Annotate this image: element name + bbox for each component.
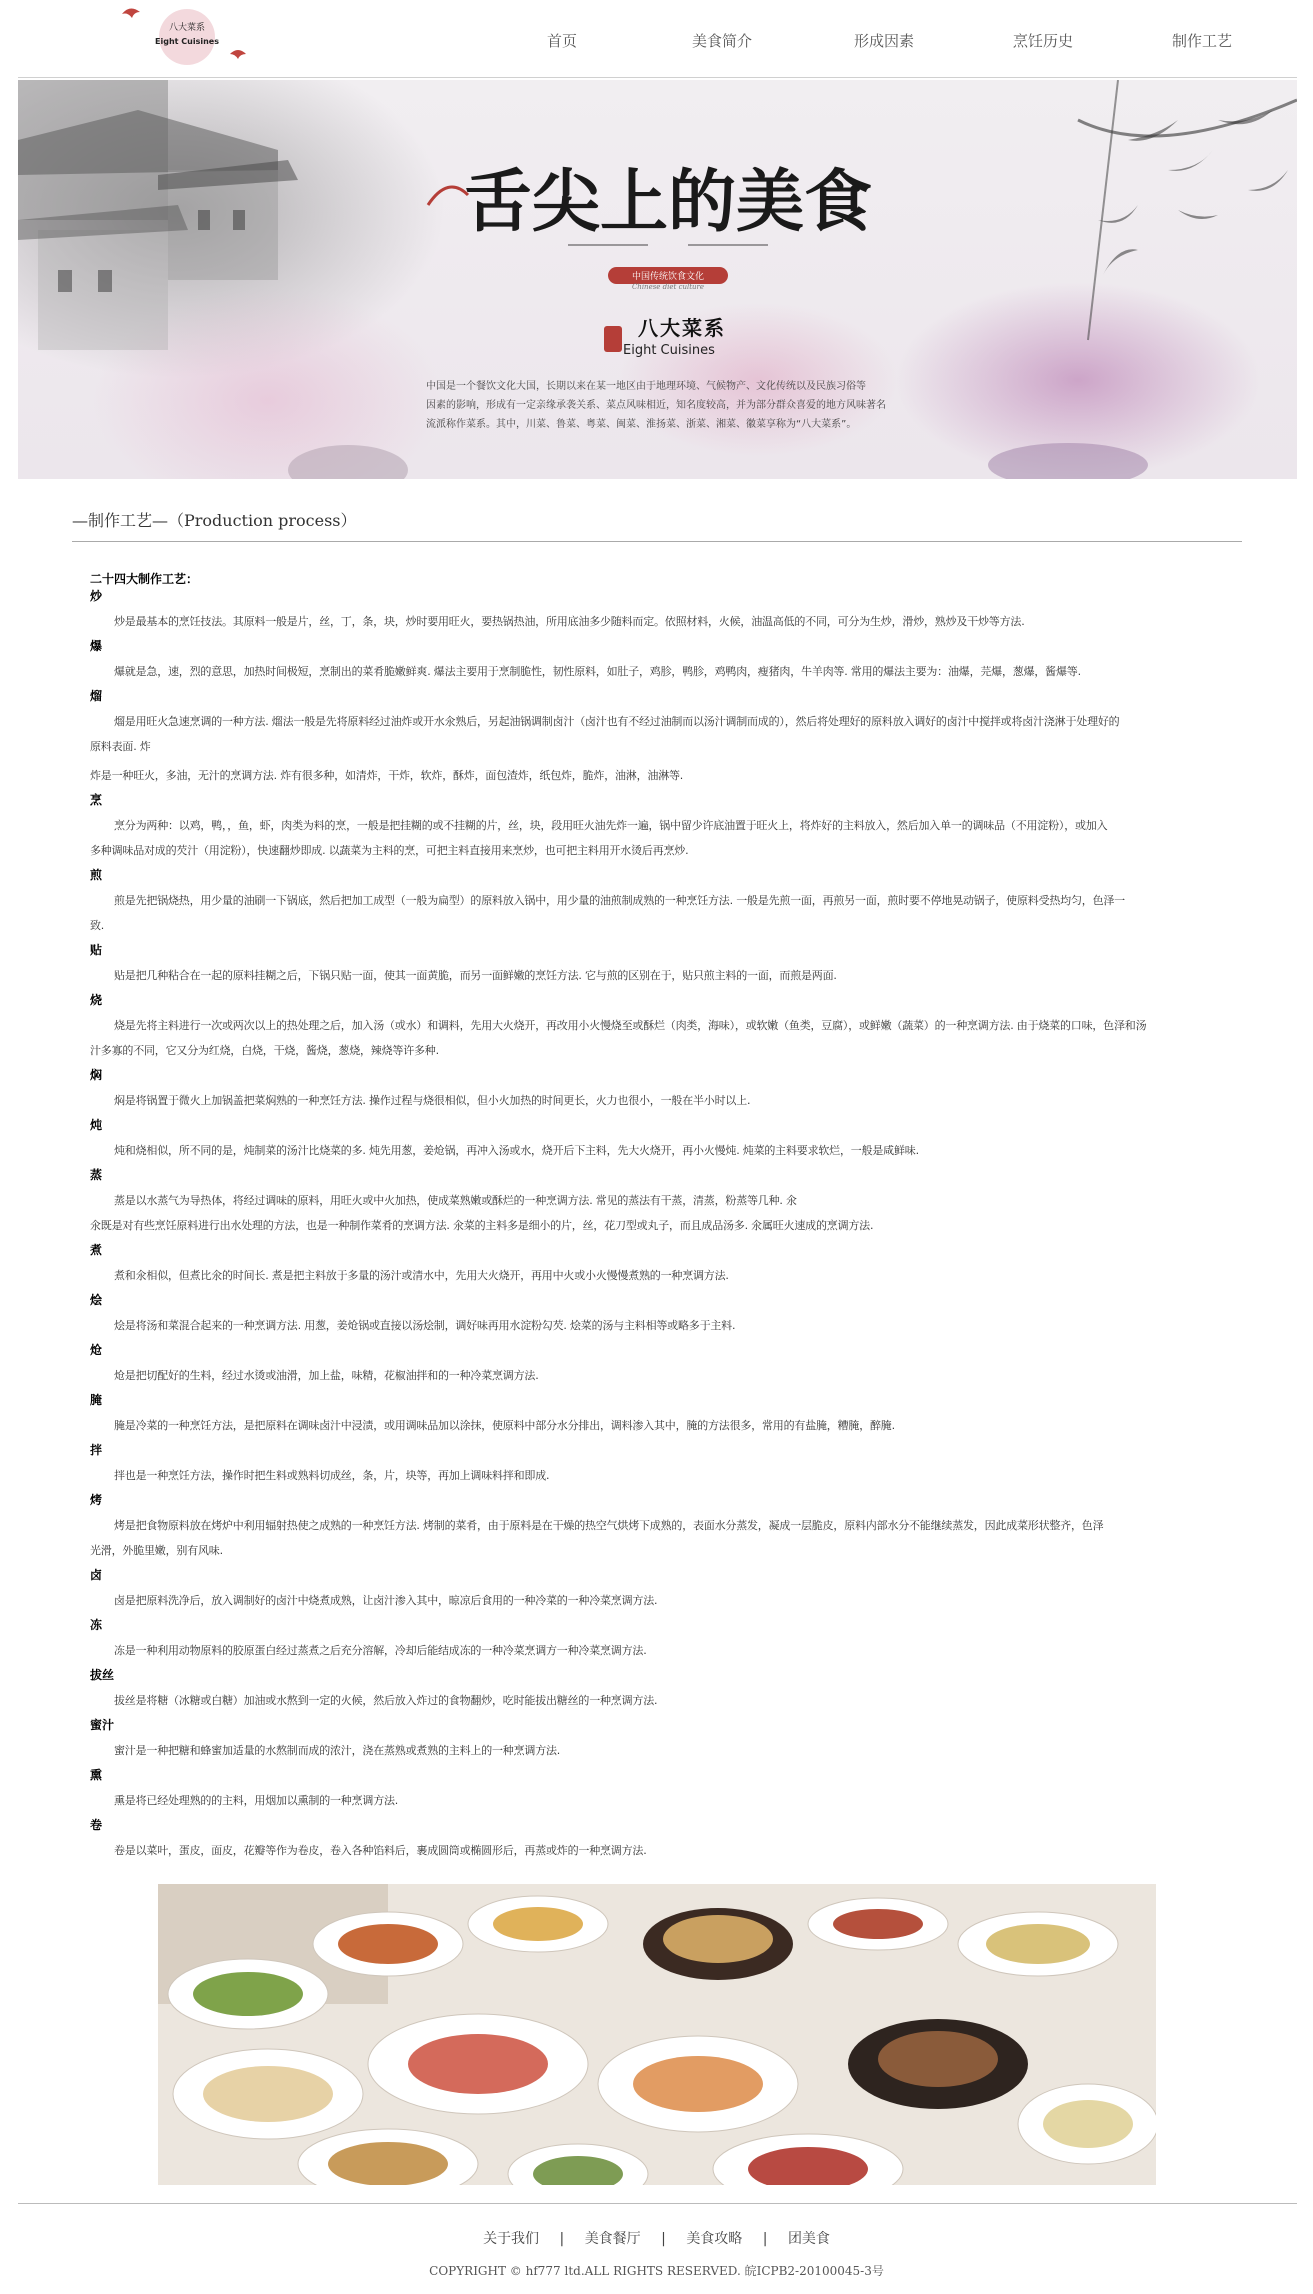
process-item-title: 卷 (90, 1818, 103, 1832)
process-item-line: 拔丝是将糖（冰糖或白糖）加油或水熬到一定的火候，然后放入炸过的食物翻炒，吃时能拔出糖丝的一种烹调方法. (114, 1694, 658, 1707)
process-item-body (90, 1513, 1230, 1563)
process-item-title: 炖 (90, 1118, 103, 1132)
footer-divider (18, 2203, 1297, 2204)
process-item-title: 炒 (90, 589, 103, 603)
process-item-body (90, 609, 1230, 634)
process-item-line: 蜜汁是一种把糖和蜂蜜加适量的水熬制而成的浓汁，浇在蒸熟或煮熟的主料上的一种烹调方法. (114, 1744, 561, 1757)
process-item-line: 蒸是以水蒸气为导热体，将经过调味的原料，用旺火或中火加热，使成菜熟嫩或酥烂的一种烹调方法. 常见的蒸法有干蒸，清蒸，粉蒸等几种. 氽 (114, 1194, 797, 1207)
footer-separator: | (559, 2231, 565, 2247)
process-content (90, 571, 1230, 1867)
process-item-title: 拌 (90, 1443, 103, 1457)
footer-links (0, 2228, 1313, 2248)
nav-food-intro[interactable]: 美食简介 (692, 32, 753, 50)
banner-eight-cuisines-en: Eight Cuisines (623, 343, 715, 358)
header-divider (18, 77, 1297, 78)
process-item-body (90, 963, 1230, 988)
banner-subtitle-en: Chinese diet culture (631, 283, 705, 291)
process-item-body (90, 1638, 1230, 1663)
process-item-body (90, 1463, 1230, 1488)
process-item-title: 蜜汁 (90, 1718, 115, 1732)
footer-link-about[interactable]: 关于我们 (483, 2231, 540, 2247)
banner-title-calligraphy (418, 145, 918, 255)
process-item-title: 爆 (90, 639, 103, 653)
process-item-line: 多种调味品对成的芡汁（用淀粉），快速翻炒即成. 以蔬菜为主料的烹，可把主料直接用来烹炒，也可把主料用开水烫后再烹炒. (90, 844, 689, 857)
food-dishes-image (158, 1884, 1156, 2185)
process-item-body (90, 1413, 1230, 1438)
process-item-body (90, 1838, 1230, 1863)
process-item-body (90, 813, 1230, 863)
process-item-line: 卤是把原料洗净后，放入调制好的卤汁中烧煮成熟，让卤汁渗入其中，晾凉后食用的一种冷菜的一种冷菜烹调方法. (114, 1594, 658, 1607)
process-item-line: 熏是将已经处理熟的的主料，用烟加以熏制的一种烹调方法. (114, 1794, 399, 1807)
main-nav (500, 30, 1260, 60)
process-item-line: 腌是冷菜的一种烹饪方法，是把原料在调味卤汁中浸渍，或用调味品加以涂抹，使原料中部分水分排出，调料渗入其中，腌的方法很多，常用的有盐腌，糟腌，醉腌. (114, 1419, 895, 1432)
nav-home[interactable]: 首页 (547, 32, 578, 50)
nav-formation-factors[interactable]: 形成因素 (854, 32, 915, 50)
process-item-line: 致. (90, 919, 105, 932)
process-item-body (90, 1588, 1230, 1613)
banner-intro-line: 中国是一个餐饮文化大国，长期以来在某一地区由于地理环境、气候物产、文化传统以及民族习俗等 (426, 381, 866, 392)
process-item-title: 烧 (90, 993, 103, 1007)
banner-subtitle: 中国传统饮食文化 (608, 267, 728, 284)
process-item-line: 汁多寡的不同，它又分为红烧，白烧，干烧，酱烧，葱烧，辣烧等许多种. (90, 1044, 439, 1057)
process-item-title: 煮 (90, 1243, 103, 1257)
process-item-title: 烩 (90, 1293, 103, 1307)
process-item-body (90, 709, 1230, 759)
process-item-line: 烤是把食物原料放在烤炉中利用辐射热使之成熟的一种烹饪方法. 烤制的菜肴，由于原料是在干燥的热空气烘烤下成熟的，表面水分蒸发，凝成一层脆皮，原料内部水分不能继续蒸发，因此成菜形状整齐，色泽 (114, 1519, 1104, 1532)
process-item-body (90, 1788, 1230, 1813)
section-title: —制作工艺—（Production process） (72, 511, 357, 530)
process-item-line: 爆就是急，速，烈的意思，加热时间极短，烹制出的菜肴脆嫩鲜爽. 爆法主要用于烹制脆性，韧性原料，如肚子，鸡胗，鸭胗，鸡鸭肉，瘦猪肉，牛羊肉等. 常用的爆法主要为：油爆，芫爆，葱爆，酱爆等. (114, 665, 1081, 678)
process-item-title: 熏 (90, 1768, 103, 1782)
process-item-line: 煮和氽相似，但煮比氽的时间长. 煮是把主料放于多量的汤汁或清水中，先用大火烧开，再用中火或小火慢慢煮熟的一种烹调方法. (114, 1269, 729, 1282)
process-item-title: 熘 (90, 689, 103, 703)
process-item-line: 炝是把切配好的生料，经过水烫或油滑，加上盐，味精，花椒油拌和的一种冷菜烹调方法. (114, 1369, 539, 1382)
process-item-body (90, 1188, 1230, 1238)
nav-cooking-history[interactable]: 烹饪历史 (1013, 32, 1074, 50)
process-item-title: 煎 (90, 868, 103, 882)
banner-intro-line: 因素的影响，形成有一定亲缘承袭关系、菜点风味相近，知名度较高，并为部分群众喜爱的地方风味著名 (426, 400, 886, 411)
footer-link-restaurants[interactable]: 美食餐厅 (584, 2231, 641, 2247)
process-item-body (90, 1088, 1230, 1113)
process-item-body (90, 1263, 1230, 1288)
process-item-body (90, 1138, 1230, 1163)
process-item-line: 原料表面. 炸 (90, 740, 151, 753)
process-item-body (90, 1738, 1230, 1763)
process-item-line: 煎是先把锅烧热，用少量的油刷一下锅底，然后把加工成型（一般为扁型）的原料放入锅中，用少量的油煎制成熟的一种烹饪方法. 一般是先煎一面，再煎另一面，煎时要不停地晃动锅子，使原料受热均匀，色泽一 (114, 894, 1125, 907)
banner-intro (426, 377, 966, 434)
process-item-title: 拔丝 (90, 1668, 115, 1682)
process-item-line: 焖是将锅置于微火上加锅盖把菜焖熟的一种烹饪方法. 操作过程与烧很相似，但小火加热的时间更长，火力也很小，一般在半小时以上. (114, 1094, 751, 1107)
process-item-line: 贴是把几种粘合在一起的原料挂糊之后，下锅只贴一面，使其一面黄脆，而另一面鲜嫩的烹饪方法. 它与煎的区别在于，贴只煎主料的一面，而煎是两面. (114, 969, 837, 982)
site-header (0, 0, 1313, 78)
footer-link-group-food[interactable]: 团美食 (787, 2231, 830, 2247)
process-item-line: 光滑，外脆里嫩，别有风味. (90, 1544, 223, 1557)
process-item-line: 烹分为两种：以鸡，鸭，，鱼，虾，肉类为料的烹，一般是把挂糊的或不挂糊的片，丝，块，段用旺火油先炸一遍，锅中留少许底油置于旺火上，将炸好的主料放入，然后加入单一的调味品（不用淀粉），或加入 (114, 819, 1108, 832)
process-item-title: 烤 (90, 1493, 103, 1507)
process-item-title: 蒸 (90, 1168, 103, 1182)
process-item-body (90, 1013, 1230, 1063)
process-item-title: 炝 (90, 1343, 103, 1357)
process-item-body (90, 1363, 1230, 1388)
content-heading: 二十四大制作工艺： (90, 572, 199, 586)
footer-separator: | (661, 2231, 666, 2247)
process-item-body (90, 888, 1230, 938)
food-photo (158, 1884, 1156, 2185)
process-item-body (90, 1688, 1230, 1713)
process-item-title: 腌 (90, 1393, 103, 1407)
process-item-body (90, 659, 1230, 684)
process-item-line: 卷是以菜叶，蛋皮，面皮，花瓣等作为卷皮，卷入各种馅料后，裹成圆筒或椭圆形后，再蒸或炸的一种烹调方法. (114, 1844, 647, 1857)
process-item-line: 拌也是一种烹饪方法，操作时把生料或熟料切成丝，条，片，块等，再加上调味料拌和即成. (114, 1469, 550, 1482)
process-item-title: 焖 (90, 1068, 103, 1082)
logo-title: 八大菜系 (168, 23, 206, 33)
section-divider (72, 541, 1242, 542)
process-item-body (90, 1313, 1230, 1338)
process-item-line: 氽既是对有些烹饪原料进行出水处理的方法，也是一种制作菜肴的烹调方法. 氽菜的主料多是细小的片，丝，花刀型或丸子，而且成品汤多. 氽属旺火速成的烹调方法. (90, 1219, 874, 1232)
nav-production-process[interactable]: 制作工艺 (1172, 32, 1233, 50)
copyright: COPYRIGHT © hf777 ltd.ALL RIGHTS RESERVED. 皖ICPB2-20100045-3号 (429, 2264, 884, 2278)
banner-eight-cuisines-zh: 八大菜系 (638, 316, 726, 340)
process-item-title: 冻 (90, 1618, 103, 1632)
process-item-line: 熘是用旺火急速烹调的一种方法. 熘法一般是先将原料经过油炸或开水氽熟后，另起油锅调制卤汁（卤汁也有不经过油制而以汤汁调制而成的），然后将处理好的原料放入调好的卤汁中搅拌或将卤汁浇淋于处理好的 (114, 715, 1120, 728)
seal-icon (604, 326, 622, 352)
process-item-line: 炸是一种旺火，多油，无汁的烹调方法. 炸有很多种，如清炸，干炸，软炸，酥炸，面包渣炸，纸包炸，脆炸，油淋，油淋等. (90, 769, 684, 782)
process-item-title: 卤 (90, 1568, 103, 1582)
process-item-line: 炒是最基本的烹饪技法。其原料一般是片，丝，丁，条，块，炒时要用旺火，要热锅热油，所用底油多少随料而定。依照材料，火候，油温高低的不同，可分为生炒，滑炒，熟炒及干炒等方法. (114, 615, 1025, 628)
process-item-title: 贴 (90, 943, 103, 957)
logo-icon[interactable] (112, 2, 252, 72)
process-item-title: 烹 (90, 793, 103, 807)
banner-title: 舌尖上的美食 (463, 162, 873, 242)
process-item-body (90, 763, 1230, 788)
process-item-line: 冻是一种利用动物原料的胶原蛋白经过蒸煮之后充分溶解，冷却后能结成冻的一种冷菜烹调方一种冷菜烹调方法. (114, 1644, 647, 1657)
hero-banner (18, 80, 1297, 479)
process-item-line: 烩是将汤和菜混合起来的一种烹调方法. 用葱，姜炝锅或直接以汤烩制，调好味再用水淀粉勾芡. 烩菜的汤与主料相等或略多于主料. (114, 1319, 736, 1332)
footer-separator: | (762, 2231, 768, 2247)
footer-link-guides[interactable]: 美食攻略 (686, 2231, 743, 2247)
process-item-line: 炖和烧相似，所不同的是，炖制菜的汤汁比烧菜的多. 炖先用葱，姜炝锅，再冲入汤或水，烧开后下主料，先大火烧开，再小火慢炖. 炖菜的主料要求软烂，一般是咸鲜味. (114, 1144, 919, 1157)
banner-intro-line: 流派称作菜系。其中，川菜、鲁菜、粤菜、闽菜、淮扬菜、浙菜、湘菜、徽菜享称为“八大菜系”。 (426, 419, 857, 430)
logo-subtitle: Eight Cuisines (155, 37, 219, 46)
process-item-line: 烧是先将主料进行一次或两次以上的热处理之后，加入汤（或水）和调料，先用大火烧开，再改用小火慢烧至或酥烂（肉类，海味），或软嫩（鱼类，豆腐），或鲜嫩（蔬菜）的一种烹调方法. 由于烧菜的口味，色泽和汤 (114, 1019, 1147, 1032)
